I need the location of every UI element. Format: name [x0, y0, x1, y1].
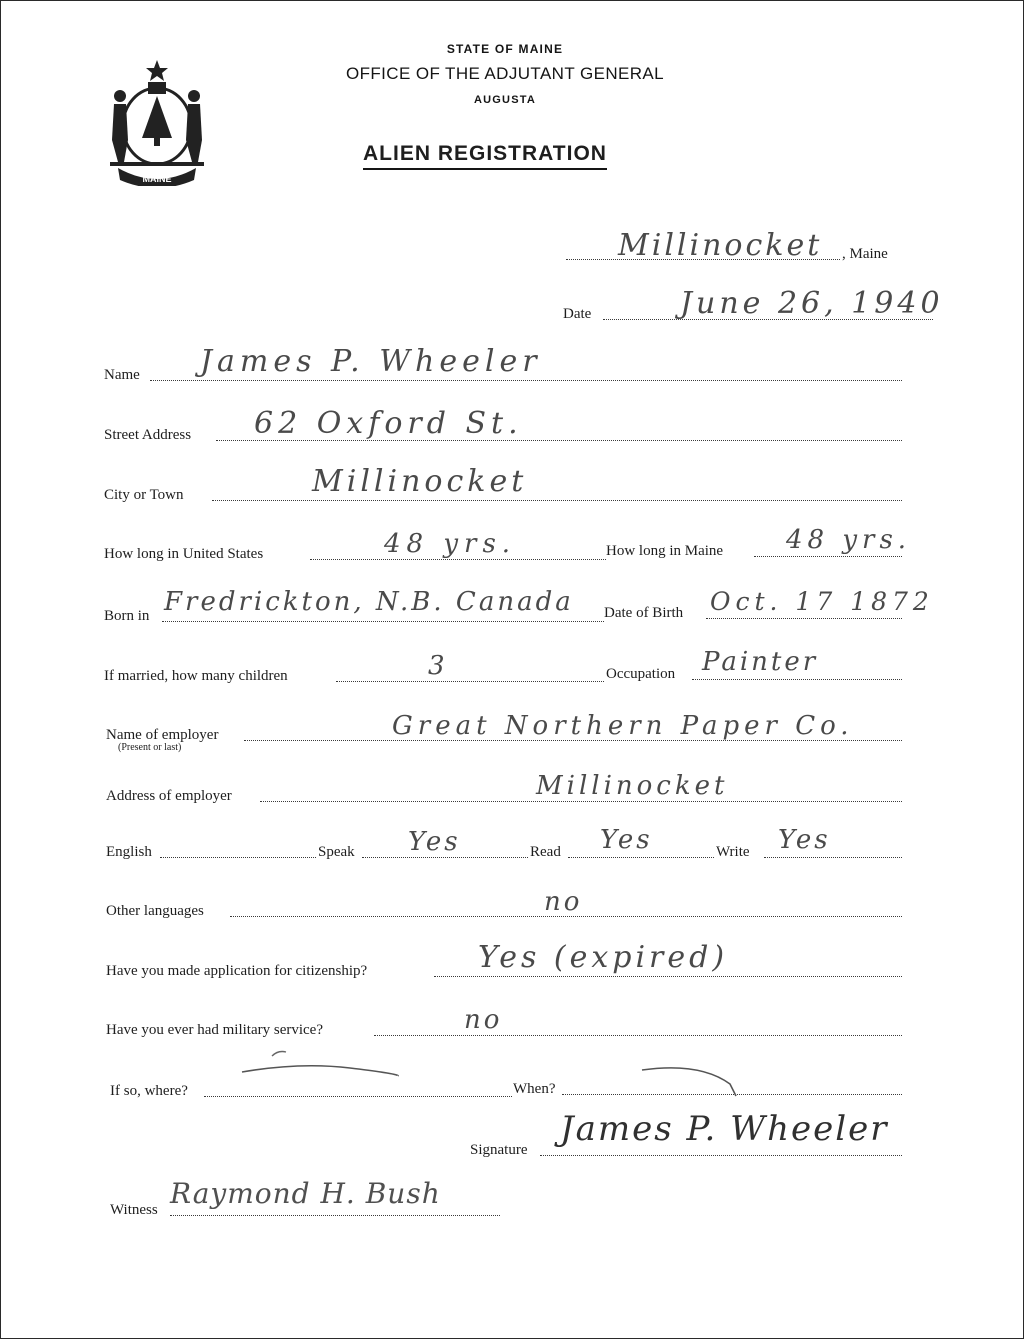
street-label: Street Address: [104, 427, 192, 443]
town-value: Millinocket: [618, 228, 823, 263]
witness-value: Raymond H. Bush: [170, 1177, 441, 1210]
write-label: Write: [716, 844, 750, 860]
name-line: [150, 380, 902, 381]
town-suffix: , Maine: [842, 246, 888, 262]
state-heading: STATE OF MAINE: [446, 42, 564, 56]
children-value: 3: [428, 651, 446, 681]
employer-address-line: [260, 801, 902, 802]
office-heading: OFFICE OF THE ADJUTANT GENERAL: [345, 64, 665, 83]
seal-text: MAINE: [142, 174, 172, 184]
us-time-line: [310, 559, 606, 560]
military-value: no: [464, 1005, 503, 1035]
employer-address-value: Millinocket: [536, 771, 729, 801]
employer-label: Name of employer: [106, 727, 219, 743]
english-label: English: [106, 844, 152, 860]
speak-label: Speak: [318, 844, 355, 860]
date-label: Date: [563, 306, 592, 322]
children-line: [336, 681, 604, 682]
other-languages-label: Other languages: [106, 903, 204, 919]
witness-label: Witness: [110, 1202, 158, 1218]
maine-time-label: How long in Maine: [606, 543, 724, 559]
employer-sublabel: (Present or last): [118, 742, 182, 753]
read-value: Yes: [600, 825, 653, 855]
occupation-label: Occupation: [606, 666, 676, 682]
dob-label: Date of Birth: [604, 605, 684, 621]
born-label: Born in: [104, 608, 150, 624]
military-tick-mark: [270, 1046, 290, 1060]
occupation-line: [692, 679, 902, 680]
signature-line: [540, 1155, 902, 1156]
city-heading: AUGUSTA: [474, 94, 536, 106]
write-line: [764, 857, 902, 858]
military-label: Have you ever had military service?: [106, 1022, 323, 1038]
dob-value: Oct. 17 1872: [710, 587, 934, 616]
us-time-label: How long in United States: [104, 546, 264, 562]
born-line: [162, 621, 604, 622]
dob-line: [706, 618, 902, 619]
city-line: [212, 500, 902, 501]
signature-value: James P. Wheeler: [560, 1109, 889, 1149]
city-label: City or Town: [104, 487, 184, 503]
employer-value: Great Northern Paper Co.: [392, 711, 854, 741]
date-value: June 26, 1940: [680, 286, 944, 321]
street-value: 62 Oxford St.: [254, 406, 523, 441]
witness-line: [170, 1215, 500, 1216]
read-label: Read: [530, 844, 561, 860]
speak-line: [362, 857, 528, 858]
name-label: Name: [104, 367, 140, 383]
where-line: [204, 1096, 512, 1097]
city-value: Millinocket: [312, 464, 528, 499]
us-time-value: 48 yrs.: [384, 529, 517, 559]
occupation-value: Painter: [702, 647, 819, 677]
citizenship-value: Yes (expired): [478, 940, 729, 975]
employer-address-label: Address of employer: [106, 788, 232, 804]
name-value: James P. Wheeler: [200, 344, 542, 379]
signature-label: Signature: [470, 1142, 528, 1158]
military-line: [374, 1035, 902, 1036]
children-label: If married, how many children: [104, 668, 288, 684]
other-languages-value: no: [544, 887, 583, 917]
when-dash-mark: [640, 1062, 750, 1098]
speak-value: Yes: [408, 827, 461, 857]
form-title: ALIEN REGISTRATION: [363, 142, 607, 170]
maine-state-seal-icon: [104, 58, 210, 186]
where-label: If so, where?: [110, 1083, 188, 1099]
write-value: Yes: [778, 825, 831, 855]
maine-time-value: 48 yrs.: [786, 525, 912, 555]
english-line: [160, 857, 316, 858]
maine-time-line: [754, 556, 902, 557]
when-label: When?: [513, 1081, 556, 1097]
where-dash-mark: [240, 1060, 400, 1080]
citizenship-label: Have you made application for citizenship?: [106, 963, 368, 979]
born-value: Fredrickton, N.B. Canada: [164, 587, 574, 617]
read-line: [568, 857, 714, 858]
citizenship-line: [434, 976, 902, 977]
